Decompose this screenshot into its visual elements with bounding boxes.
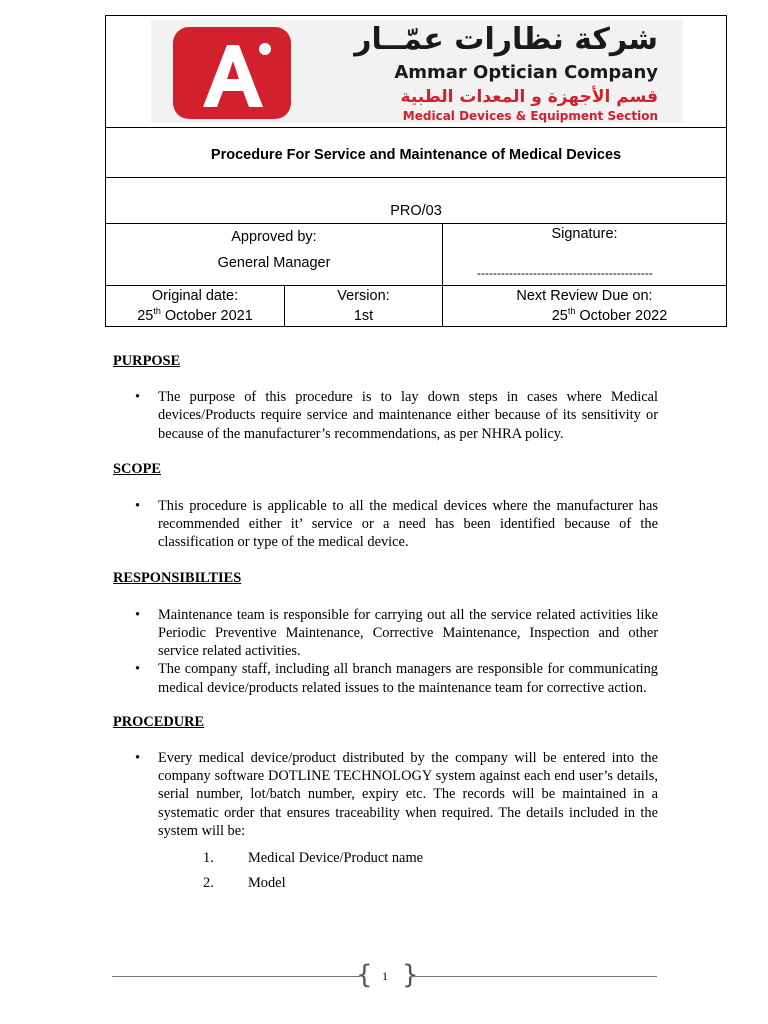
- signature-line: --------------------------------------------: [477, 266, 653, 280]
- page-number: 1: [382, 969, 388, 983]
- list-item: • The company staff, including all branch managers are responsible for communicating medical device/products related issues to the maintenance team for corrective action.: [135, 661, 658, 696]
- company-arabic-name: شركة نظارات عمّــار: [354, 22, 658, 57]
- original-date-value: 25th October 2021: [137, 306, 253, 324]
- version-label: Version:: [337, 288, 390, 304]
- procedure-list: [113, 749, 658, 840]
- company-logo: [151, 20, 683, 123]
- footer-rule-left: [112, 976, 360, 977]
- list-item: • Maintenance team is responsible for carrying out all the service related activities like Periodic Preventive Maintenance, Corrective Maintenance, Inspection and other service related activities.: [135, 606, 658, 660]
- review-date-value: 25th October 2022: [551, 306, 668, 324]
- review-date-label: Next Review Due on:: [516, 288, 653, 304]
- signature-label: Signature:: [551, 226, 618, 242]
- list-item: 2. Model: [203, 875, 286, 892]
- list-item: 1. Medical Device/Product name: [203, 850, 424, 867]
- left-brace-icon: {: [356, 960, 373, 990]
- scope-list: [113, 497, 658, 552]
- right-brace-icon: }: [402, 960, 419, 990]
- version-value: 1st: [353, 308, 374, 324]
- approved-by-label: Approved by:: [231, 229, 317, 245]
- footer-rule-right: [410, 976, 657, 977]
- document-title: Procedure For Service and Maintenance of Medical Devices: [106, 128, 727, 178]
- section-arabic-name: قسم الأجهزة و المعدات الطبية: [400, 87, 658, 107]
- procedure-details-list: [113, 849, 658, 899]
- original-date-cell: [106, 286, 285, 327]
- document-header-table: [105, 15, 727, 327]
- procedure-heading: PROCEDURE: [113, 713, 205, 730]
- purpose-list: [113, 388, 658, 443]
- approved-by-value: General Manager: [217, 255, 331, 271]
- document-code: PRO/03: [106, 178, 727, 224]
- original-date-label: Original date:: [151, 288, 239, 304]
- company-english-name: Ammar Optician Company: [394, 62, 658, 83]
- version-cell: [285, 286, 443, 327]
- approved-by-cell: [106, 224, 443, 286]
- purpose-heading: PURPOSE: [113, 353, 181, 369]
- logo-a-icon: [173, 27, 291, 119]
- responsibilities-list: [113, 606, 658, 697]
- scope-heading: SCOPE: [113, 460, 161, 477]
- responsibilities-heading: RESPONSIBILTIES: [113, 569, 242, 586]
- list-item: • The purpose of this procedure is to lay down steps in cases where Medical devices/Products require service and maintenance either because of its sensitivity or because of the manufacturer’s recommendations, as per NHRA policy.: [135, 389, 658, 442]
- list-item: • This procedure is applicable to all the medical devices where the manufacturer has recommended either it’ service or a need has been identified because of the classification or type of the medical device.: [135, 498, 658, 551]
- section-english-name: Medical Devices & Equipment Section: [402, 109, 658, 123]
- signature-cell: [443, 224, 727, 286]
- review-date-cell: [443, 286, 727, 327]
- list-item: • Every medical device/product distributed by the company will be entered into the company software DOTLINE TECHNOLOGY system against each end user’s details, serial number, lot/batch number, expiry etc. The records will be maintained in a systematic order that ensures traceability when required. The details included in the system will be:: [135, 750, 658, 839]
- document-body: [113, 352, 658, 899]
- logo-cell: [106, 16, 727, 128]
